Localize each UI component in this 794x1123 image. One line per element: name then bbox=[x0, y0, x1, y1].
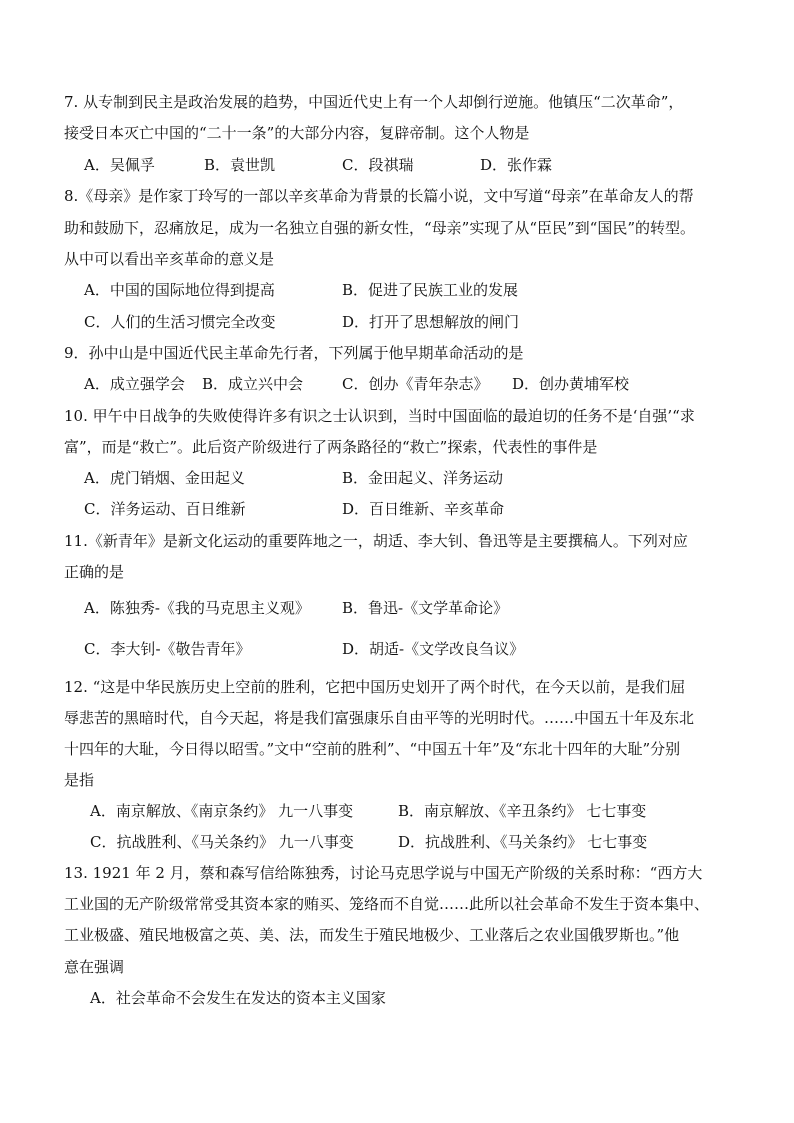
question-8-option-d[interactable]: D．打开了思想解放的闸门 bbox=[342, 313, 520, 331]
question-13-line-1: 13. 1921 年 2 月，蔡和森写信给陈独秀，讨论马克思学说与中国无产阶级的关系时称：“西方大 bbox=[64, 864, 703, 882]
question-11-option-a[interactable]: A．陈独秀-《我的马克思主义观》 bbox=[84, 599, 310, 617]
question-11-line-1: 11.《新青年》是新文化运动的重要阵地之一，胡适、李大钊、鲁迅等是主要撰稿人。下列对应 bbox=[64, 532, 688, 550]
question-12-line-2: 辱悲苦的黑暗时代，自今天起，将是我们富强康乐自由平等的光明时代。……中国五十年及东北 bbox=[64, 709, 695, 727]
question-8-option-c[interactable]: C．人们的生活习惯完全改变 bbox=[84, 313, 276, 331]
question-10-option-b[interactable]: B．金田起义、洋务运动 bbox=[342, 469, 504, 487]
question-7-option-a[interactable]: A．吴佩孚 bbox=[84, 156, 155, 174]
question-12-line-1: 12. “这是中华民族历史上空前的胜利，它把中国历史划开了两个时代，在今天以前，是我们屈 bbox=[64, 678, 686, 696]
question-10-option-a[interactable]: A．虎门销烟、金田起义 bbox=[84, 469, 245, 487]
question-11-line-2: 正确的是 bbox=[64, 563, 125, 581]
question-9-option-a[interactable]: A．成立强学会 bbox=[84, 375, 185, 393]
question-8-line-2: 助和鼓励下，忍痛放足，成为一名独立自强的新女性，“母亲”实现了从“臣民”到“国民”的转型。 bbox=[64, 219, 696, 237]
question-13-line-3: 工业极盛、殖民地极富之英、美、法，而发生于殖民地极少、工业落后之农业国俄罗斯也。”他 bbox=[64, 926, 680, 944]
question-11-option-c[interactable]: C．李大钊-《敬告青年》 bbox=[84, 640, 251, 658]
question-10-option-d[interactable]: D．百日维新、辛亥革命 bbox=[342, 500, 505, 518]
question-7-option-b[interactable]: B．袁世凯 bbox=[204, 156, 276, 174]
question-8-option-b[interactable]: B．促进了民族工业的发展 bbox=[342, 281, 519, 299]
question-12-line-4: 是指 bbox=[64, 771, 95, 789]
question-9-option-d[interactable]: D．创办黄埔军校 bbox=[512, 375, 630, 393]
question-10-line-1: 10. 甲午中日战争的失败使得许多有识之士认识到，当时中国面临的最迫切的任务不是‘自强’“求 bbox=[64, 407, 695, 425]
question-13-line-2: 工业国的无产阶级常常受其资本家的贿买、笼络而不自觉……此所以社会革命不发生于资本集中、 bbox=[64, 895, 710, 913]
question-9-option-c[interactable]: C．创办《青年杂志》 bbox=[342, 375, 489, 393]
question-9-line-1: 9．孙中山是中国近代民主革命先行者，下列属于他早期革命活动的是 bbox=[64, 344, 524, 362]
question-7-line-1: 7. 从专制到民主是政治发展的趋势，中国近代史上有一个人却倒行逆施。他镇压“二次革命”， bbox=[64, 93, 684, 111]
question-12-option-b[interactable]: B．南京解放、《辛丑条约》 七七事变 bbox=[398, 802, 647, 820]
question-12-option-d[interactable]: D．抗战胜利、《马关条约》 七七事变 bbox=[398, 833, 648, 851]
question-11-option-b[interactable]: B．鲁迅-《文学革命论》 bbox=[342, 599, 509, 617]
question-10-line-2: 富”，而是“救亡”。此后资产阶级进行了两条路径的“救亡”探索，代表性的事件是 bbox=[64, 438, 598, 456]
question-7-line-2: 接受日本灭亡中国的“二十一条”的大部分内容，复辟帝制。这个人物是 bbox=[64, 124, 530, 142]
question-8-line-3: 从中可以看出辛亥革命的意义是 bbox=[64, 250, 275, 268]
question-7-option-c[interactable]: C．段祺瑞 bbox=[342, 156, 414, 174]
question-13-option-a[interactable]: A．社会革命不会发生在发达的资本主义国家 bbox=[90, 989, 386, 1007]
question-11-option-d[interactable]: D．胡适-《文学改良刍议》 bbox=[342, 640, 525, 658]
question-8-option-a[interactable]: A．中国的国际地位得到提高 bbox=[84, 281, 275, 299]
question-8-line-1: 8.《母亲》是作家丁玲写的一部以辛亥革命为背景的长篇小说，文中写道“母亲”在革命友人的帮 bbox=[64, 187, 694, 205]
question-12-option-c[interactable]: C．抗战胜利、《马关条约》 九一八事变 bbox=[90, 833, 354, 851]
question-9-option-b[interactable]: B．成立兴中会 bbox=[202, 375, 304, 393]
question-7-option-d[interactable]: D．张作霖 bbox=[480, 156, 553, 174]
question-13-line-4: 意在强调 bbox=[64, 958, 125, 976]
question-12-line-3: 十四年的大耻，今日得以昭雪。”文中“空前的胜利”、“中国五十年”及“东北十四年的大耻”分别 bbox=[64, 740, 681, 758]
question-10-option-c[interactable]: C．洋务运动、百日维新 bbox=[84, 500, 246, 518]
question-12-option-a[interactable]: A．南京解放、《南京条约》 九一八事变 bbox=[90, 802, 354, 820]
